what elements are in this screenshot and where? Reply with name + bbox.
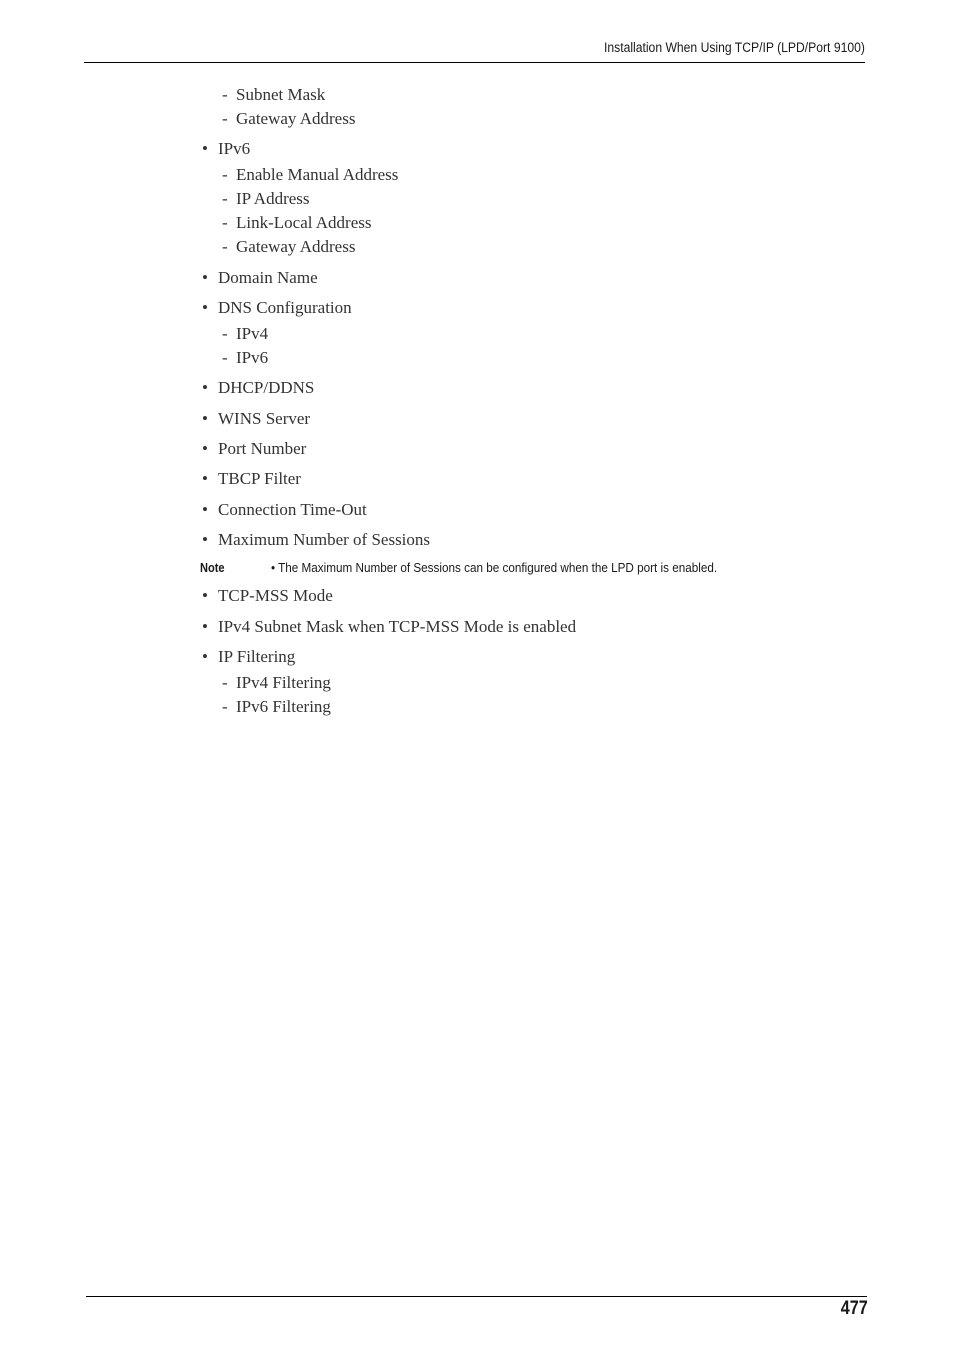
- footer-rule: [86, 1296, 867, 1297]
- note-text: • The Maximum Number of Sessions can be configured when the LPD port is enabled.: [271, 560, 718, 575]
- header-rule: [84, 62, 865, 63]
- page-number: 477: [841, 1298, 868, 1319]
- note-label: Note: [200, 560, 225, 575]
- running-header: Installation When Using TCP/IP (LPD/Port 9100): [604, 40, 865, 55]
